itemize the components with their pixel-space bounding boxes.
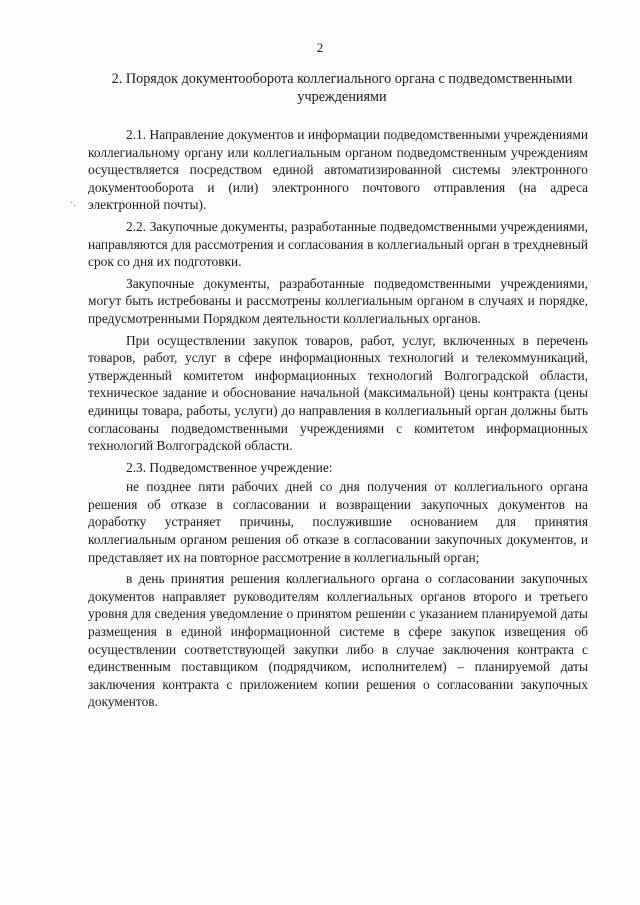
section-heading: 2. Порядок документооборота коллегиального органа с подведомственными учреждениями	[111, 71, 573, 105]
paragraph-2-2: 2.2. Закупочные документы, разработанные подведомственными учреждениями, направляются для рассмотрения и согласования в коллегиальный орган в трехдневный срок со дня их подготовки.	[88, 218, 588, 270]
scan-artifact-mark: ·.	[70, 198, 76, 209]
page-number: 2	[316, 40, 324, 55]
paragraph-procurement-docs: Закупочные документы, разработанные подведомственными учреждениями, могут быть истребованы и рассмотрены коллегиальным органом в случаях и порядке, предусмотренными Порядком деятельности коллегиальных органов.	[88, 275, 588, 326]
paragraph-approval-notice: в день принятия решения коллегиального органа о согласовании закупочных документов направляет руководителям коллегиальных органов второго и третьего уровня для сведения уведомление о принятом решении с указанием планируемой даты размещения в единой информационной системе в сфере закупок извещения об осуществлении соответствующей закупки либо в случае заключения контракта с единственным поставщиком (подрядчиком, исполнителем) – планируемой даты заключения контракта с приложением копии решения о согласовании закупочных документов.	[88, 571, 588, 710]
paragraph-it-procurement: При осуществлении закупок товаров, работ, услуг, включенных в перечень товаров, работ, услуг в сфере информационных технологий и телекоммуникаций, утвержденный комитетом информационных технологий Волгоградской области, техническое задание и обоснование начальной (максимальной) цены контракта (цены единицы товара, работы, услуги) до направления в коллегиальный орган должны быть согласованы подведомственными учреждениями с комитетом информационных технологий Волгоградской области.	[88, 332, 588, 454]
paragraph-2-1: 2.1. Направление документов и информации подведомственными учреждениями коллегиальному органу или коллегиальным органом подведомственным учреждениям осуществляется посредством единой автоматизированной системы электронного документооборота и (или) электронного почтового отправления (на адреса электронной почты).	[88, 127, 588, 213]
document-body	[88, 126, 588, 715]
paragraph-rework: не позднее пяти рабочих дней со дня получения от коллегиального органа решения об отказе в согласовании и возвращении закупочных документов на доработку устраняет причины, послужившие основанием для принятия коллегиальным органом решения об отказе в согласовании закупочных документов, и представляет их на повторное рассмотрение в коллегиальный орган;	[88, 479, 588, 565]
paragraph-2-3: 2.3. Подведомственное учреждение:	[126, 459, 333, 475]
